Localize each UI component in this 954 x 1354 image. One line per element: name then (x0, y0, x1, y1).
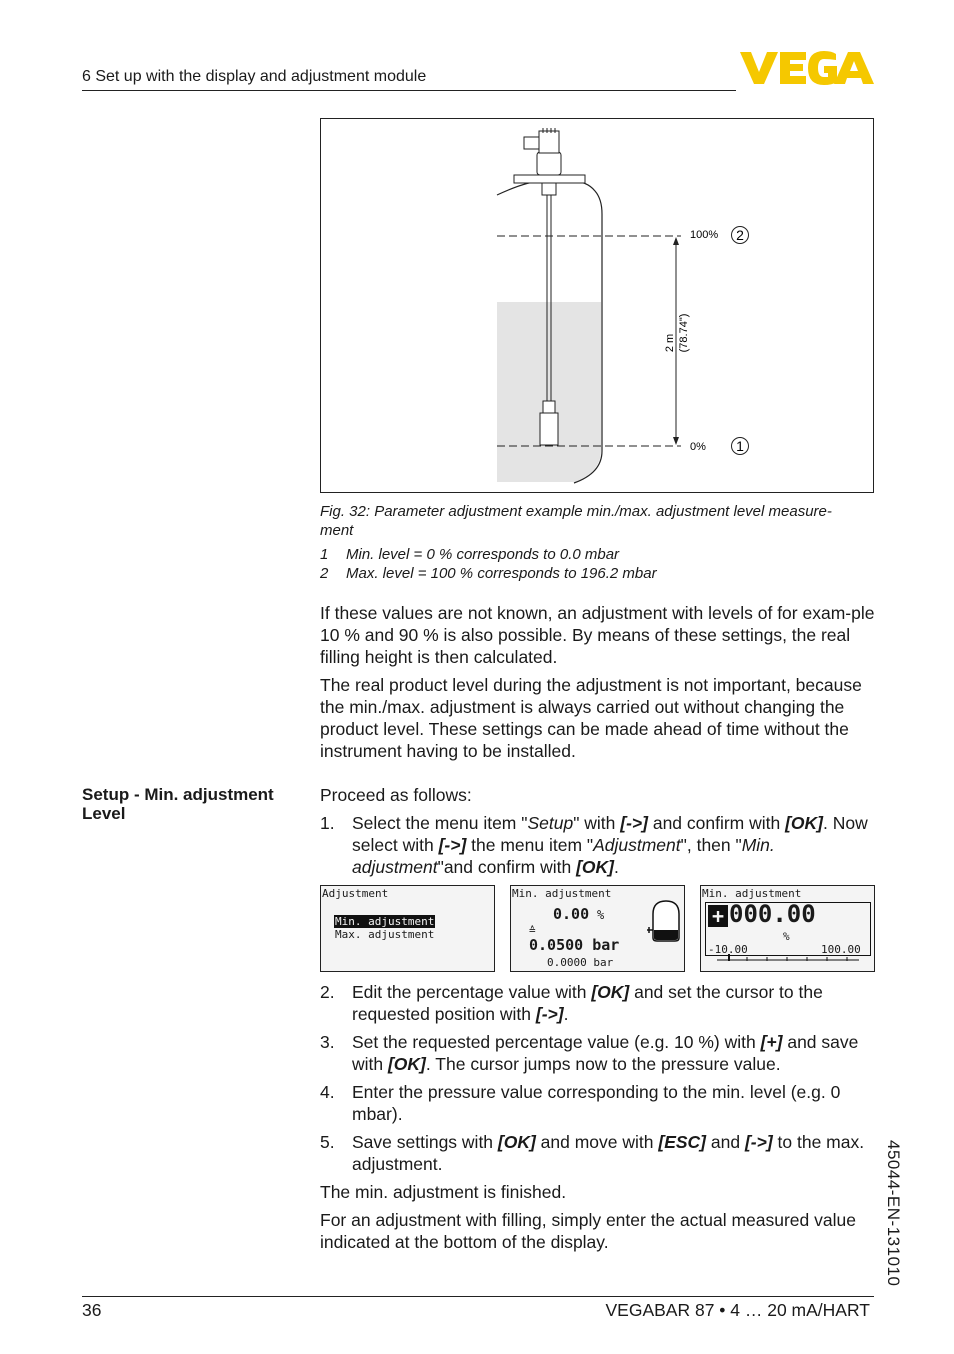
page-number: 36 (82, 1300, 102, 1320)
marker-2: 2 (736, 227, 744, 243)
paragraph: The real product level during the adjustment is not important, because the min./max. adjustment is always carried out without changing the product level. These settings can be made ahead of time without the instrument having to be installed. (320, 675, 862, 761)
dimension-label: 2 m (664, 333, 676, 353)
header-rule (82, 90, 736, 91)
document-number: 45044-EN-131010 (884, 1140, 903, 1287)
side-heading: Setup - Min. adjustment Level (82, 785, 274, 823)
step-2: 2. Edit the percentage value with [OK] and set the cursor to the requested position with [->]. (320, 982, 823, 1024)
paragraph: If these values are not known, an adjustment with levels of for exam-ple 10 % and 90 % is also possible. By means of these settings, the real filling height is then calculated. (320, 603, 875, 667)
tank-icon (647, 898, 685, 944)
step-5: 5. Save settings with [OK] and move with [ESC] and [->] to the max. adjustment. (320, 1132, 865, 1174)
vega-logo (740, 50, 874, 86)
marker-1: 1 (736, 438, 744, 454)
label-100: 100% (690, 229, 719, 241)
legend-item: 2 Max. level = 100 % corresponds to 196.2 mbar (320, 565, 657, 582)
figure-32 (320, 118, 874, 493)
intro-text: Proceed as follows: (320, 785, 472, 805)
paragraph: The min. adjustment is finished. (320, 1182, 567, 1202)
product-name: VEGABAR 87 • 4 … 20 mA/HART (605, 1300, 870, 1320)
display-min-adjustment: Min. adjustment 0.00 % ≙ 0.0500 bar 0.0000 bar (510, 885, 685, 972)
dimension-inches: (78.74") (678, 313, 690, 353)
menu-item-selected: Min. adjustment (335, 915, 435, 928)
liquid-fill (497, 302, 601, 482)
legend-item: 1 Min. level = 0 % corresponds to 0.0 mbar (320, 546, 620, 563)
step-4: 4. Enter the pressure value corresponding to the min. level (e.g. 0 mbar). (320, 1082, 841, 1124)
step-3: 3. Set the requested percentage value (e.g. 10 %) with [+] and save with [OK]. The cursor jumps now to the pressure value. (320, 1032, 859, 1074)
scale-bar (707, 952, 869, 962)
cursor-plus-icon: + (708, 905, 728, 927)
paragraph: For an adjustment with filling, simply enter the actual measured value indicated at the bottom of the display. (320, 1210, 856, 1252)
display-adjustment-menu: Adjustment Min. adjustment Max. adjustment (320, 885, 495, 972)
section-title: 6 Set up with the display and adjustment module (82, 68, 427, 85)
figure-caption: Fig. 32: Parameter adjustment example min./max. adjustment level measure-ment (320, 503, 832, 539)
label-0: 0% (690, 441, 706, 453)
footer-rule (82, 1296, 874, 1297)
display-min-adjustment-edit: Min. adjustment + 000.00 % -10.00 100.00 (700, 885, 875, 972)
step-1: 1. Select the menu item "Setup" with [->] and confirm with [OK]. Now select with [->] the menu item "Adjustment", then "Min. adjustment"and confirm with [OK]. (320, 813, 868, 877)
menu-item: Max. adjustment (335, 928, 435, 941)
